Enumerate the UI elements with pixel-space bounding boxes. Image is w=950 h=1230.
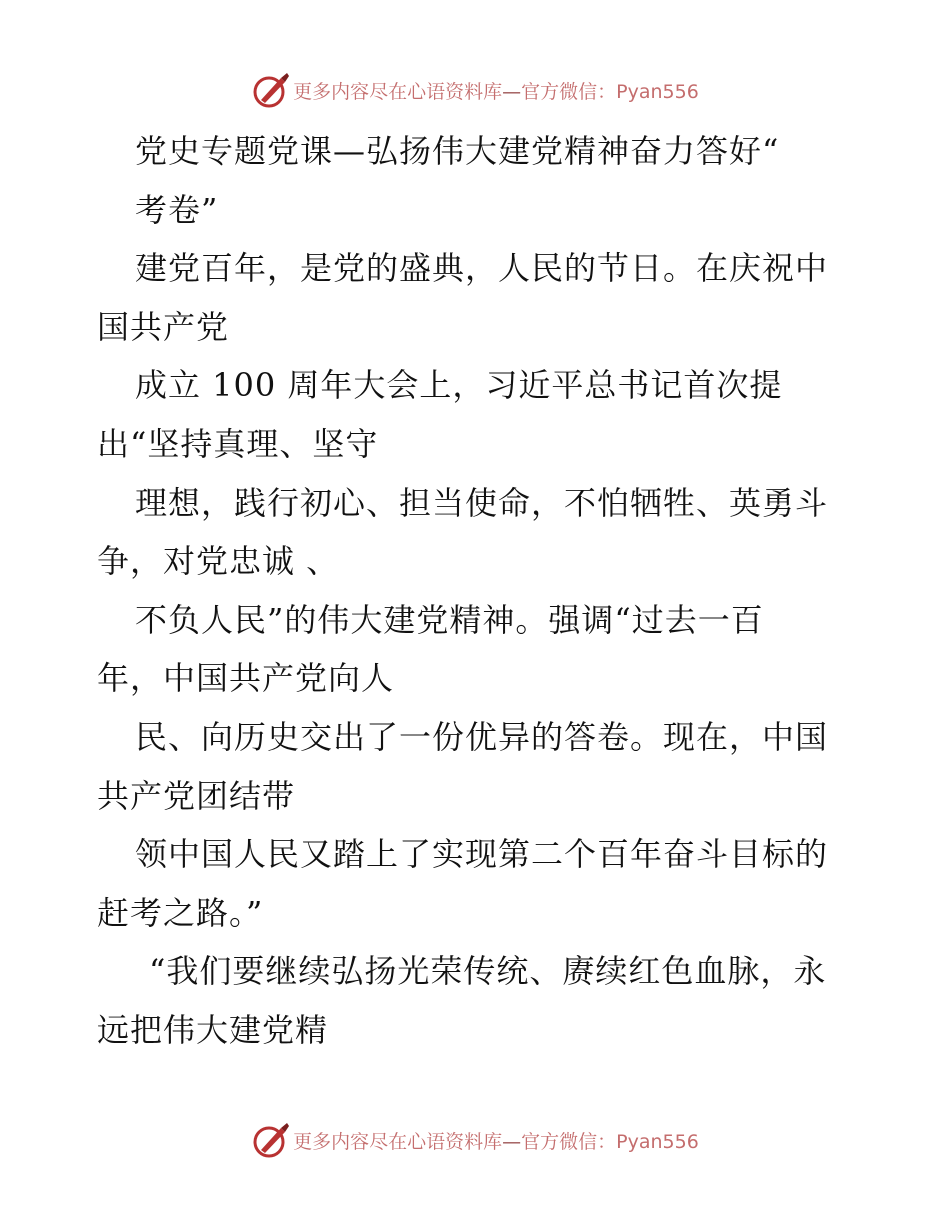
- header-banner-main: 更多内容尽在心语资料库: [293, 80, 503, 103]
- paragraph-line: 年，中国共产党向人: [97, 659, 395, 698]
- footer-banner: [0, 1118, 950, 1162]
- header-banner-text: [293, 77, 699, 104]
- header-banner: [0, 68, 950, 112]
- paragraph-line: 不负人民”的伟大建党精神。强调“过去一百: [135, 600, 764, 639]
- footer-banner-wechat: 官方微信：Pyan556: [521, 1130, 699, 1153]
- paragraph-line: 出“坚持真理、坚守: [97, 424, 379, 463]
- paragraph-line: 国共产党: [97, 307, 230, 346]
- paragraph-line: “我们要继续弘扬光荣传统、赓续红色血脉，永: [149, 952, 827, 991]
- document-title-line-1: 党史专题党课—弘扬伟大建党精神奋力答好“: [135, 132, 780, 170]
- pen-nib-circle-logo-icon: [251, 70, 291, 110]
- footer-banner-dash: —: [502, 1130, 522, 1153]
- paragraph-line: 赶考之路。”: [97, 893, 264, 932]
- paragraph-line: 领中国人民又踏上了实现第二个百年奋斗目标的: [135, 835, 829, 874]
- document-title-line-2: 考卷”: [135, 190, 219, 229]
- header-banner-dash: —: [502, 80, 522, 103]
- paragraph-line: 建党百年，是党的盛典，人民的节日。在庆祝中: [135, 249, 829, 288]
- footer-banner-main: 更多内容尽在心语资料库: [293, 1130, 503, 1153]
- footer-banner-text: [293, 1127, 699, 1154]
- paragraph-line: 争，对党忠诚 、: [97, 542, 340, 581]
- paragraph-line: 远把伟大建党精: [97, 1010, 329, 1049]
- paragraph-line: 民、向历史交出了一份优异的答卷。现在，中国: [135, 717, 829, 756]
- pen-nib-circle-logo-icon: [251, 1120, 291, 1160]
- paragraph-line: 理想，践行初心、担当使命，不怕牺牲、英勇斗: [135, 483, 829, 522]
- header-banner-wechat: 官方微信：Pyan556: [521, 80, 699, 103]
- paragraph-line: 共产党团结带: [97, 776, 296, 815]
- paragraph-line: 成立 100 周年大会上，习近平总书记首次提: [135, 366, 783, 405]
- document-body: [97, 122, 857, 1060]
